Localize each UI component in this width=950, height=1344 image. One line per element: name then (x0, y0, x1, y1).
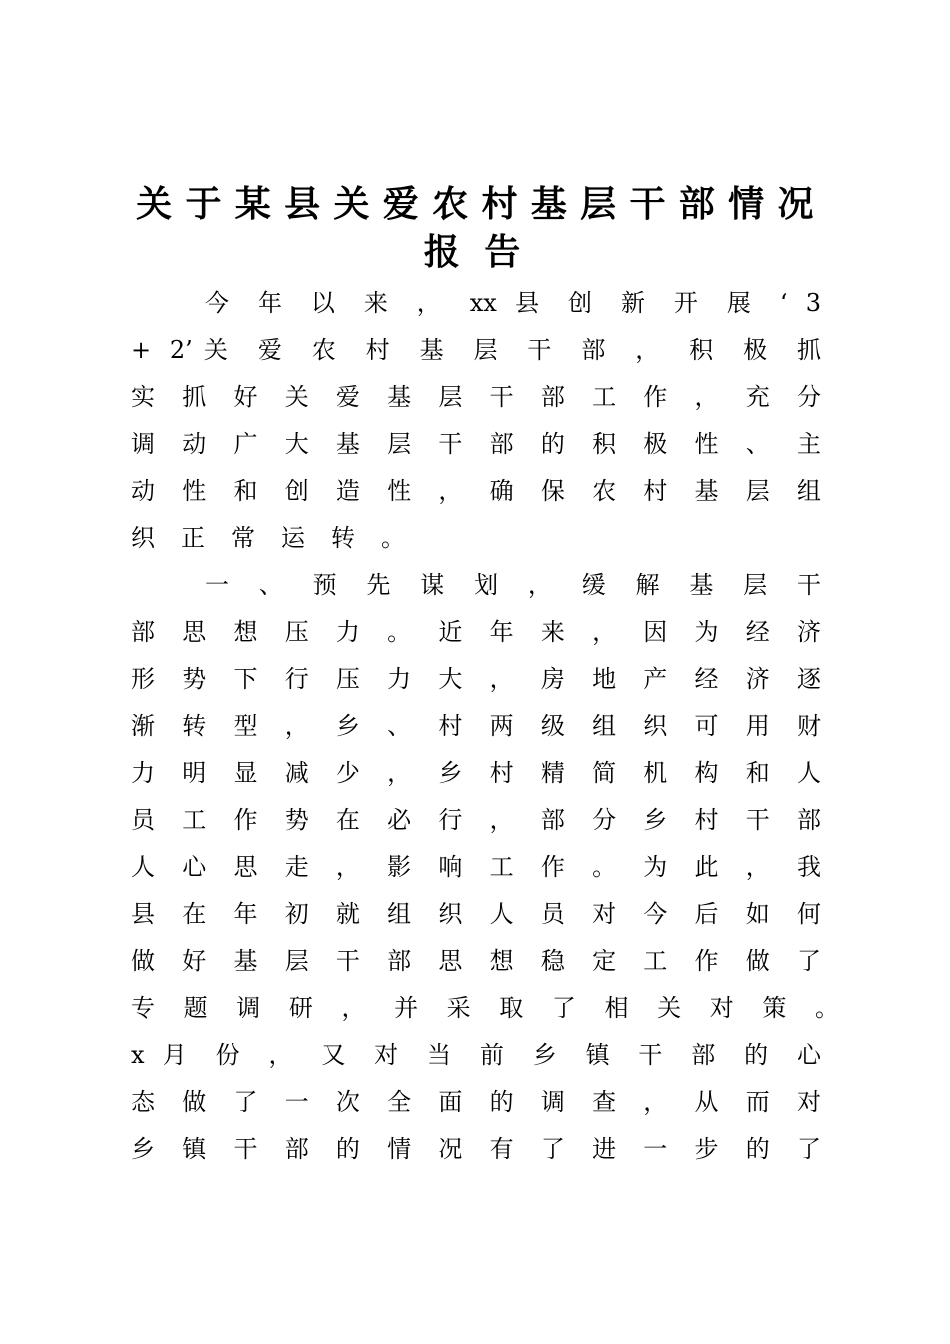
text-line: x 月 份 ， 又 对 当 前 乡 镇 干 部 的 心 (131, 1041, 821, 1069)
text-line: 织正常运转。 (131, 524, 431, 552)
text-line: 专 题 调 研 ， 并 采 取 了 相 关 对 策 。 (131, 994, 839, 1022)
text-line: 员 工 作 势 在 必 行 ， 部 分 乡 村 干 部 (131, 806, 821, 834)
text-line: 今 年 以 来 ， xx 县 创 新 开 展 ‘ 3 (205, 289, 821, 317)
document-body (131, 280, 839, 1173)
text-line: 动 性 和 创 造 性 ， 确 保 农 村 基 层 组 (131, 477, 821, 505)
document-title-line-1: 关 于 某 县 关 爱 农 村 基 层 干 部 情 况 (136, 183, 814, 225)
text-line: + 2’关 爱 农 村 基 层 干 部 ， 积 极 抓 (131, 336, 821, 364)
text-line: 渐 转 型 ， 乡 、 村 两 级 组 织 可 用 财 (131, 712, 821, 740)
text-line: 部 思 想 压 力 。 近 年 来 ， 因 为 经 济 (131, 618, 821, 646)
text-line: 形 势 下 行 压 力 大 ， 房 地 产 经 济 逐 (131, 665, 821, 693)
text-line: 一 、 预 先 谋 划 ， 缓 解 基 层 干 (205, 571, 821, 599)
document-title-line-2: 报 告 (423, 231, 527, 273)
text-line: 力 明 显 减 少 ， 乡 村 精 简 机 构 和 人 (131, 759, 821, 787)
text-line: 调 动 广 大 基 层 干 部 的 积 极 性 、 主 (131, 430, 821, 458)
text-line: 实 抓 好 关 爱 基 层 干 部 工 作 ， 充 分 (131, 383, 821, 411)
text-line: 乡 镇 干 部 的 情 况 有 了 进 一 步 的 了 (131, 1135, 821, 1163)
text-line: 县 在 年 初 就 组 织 人 员 对 今 后 如 何 (131, 900, 821, 928)
text-line: 做 好 基 层 干 部 思 想 稳 定 工 作 做 了 (131, 947, 821, 975)
text-line: 态 做 了 一 次 全 面 的 调 查 ， 从 而 对 (131, 1088, 821, 1116)
paragraph-section-one (131, 562, 839, 1173)
text-line: 人 心 思 走 ， 影 响 工 作 。 为 此 ， 我 (131, 853, 821, 881)
paragraph-intro (131, 280, 821, 562)
